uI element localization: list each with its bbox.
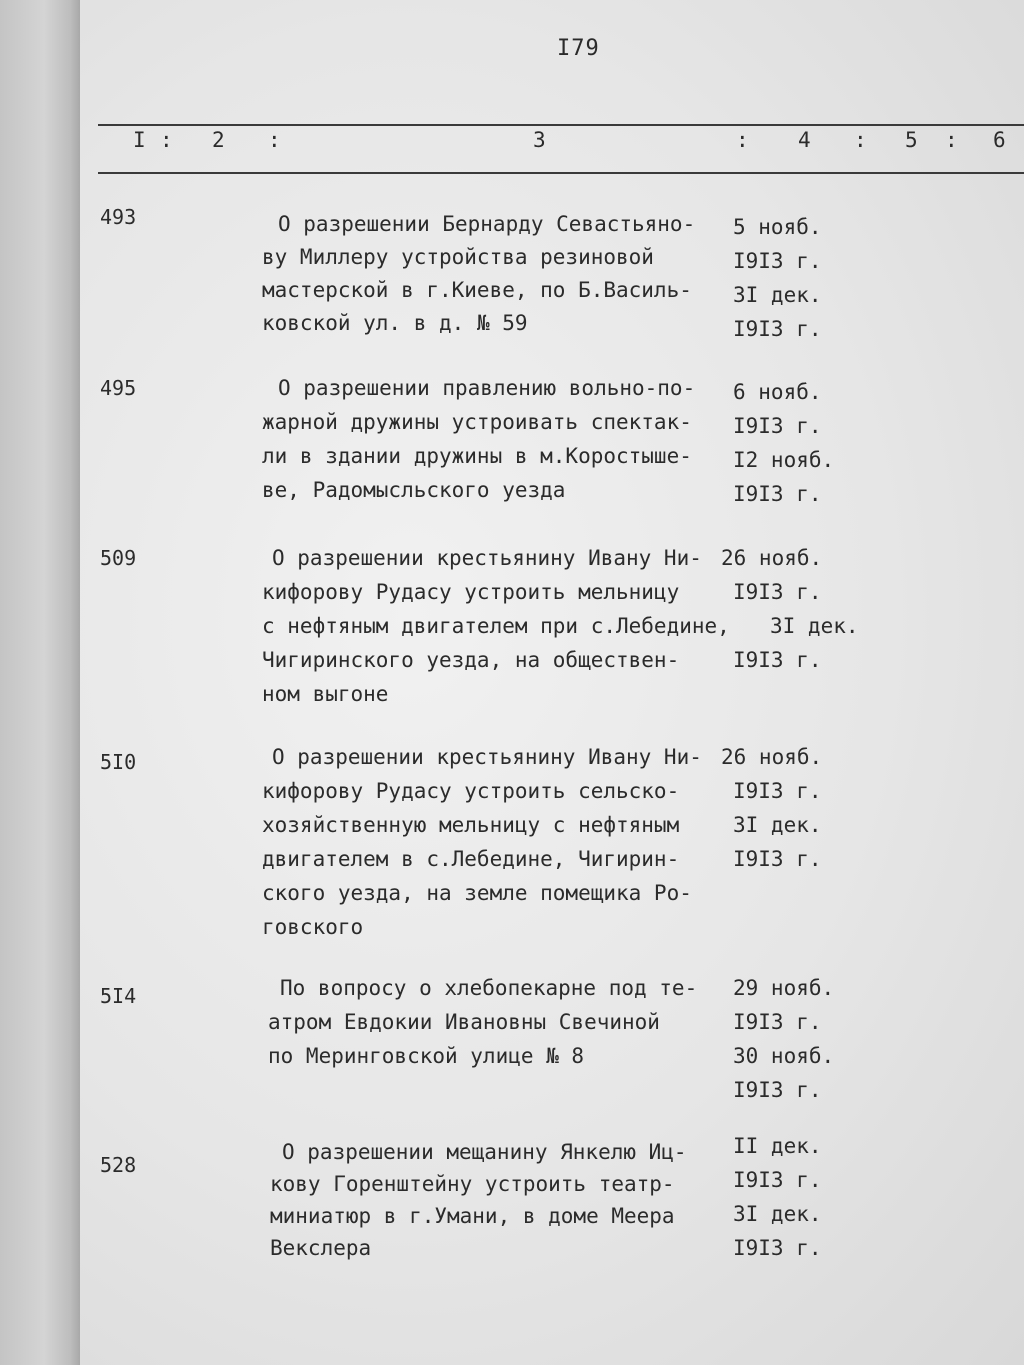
date-line: I9I3 г.: [733, 847, 822, 871]
title-line: ном выгоне: [262, 682, 389, 706]
date-line: 3I дек.: [733, 1202, 822, 1226]
date-line: I9I3 г.: [733, 1168, 822, 1192]
title-line: ского уезда, на земле помещика Ро-: [262, 881, 692, 905]
entry-number: 5I4: [100, 984, 137, 1008]
title-line: О разрешении крестьянину Ивану Ни-: [272, 745, 702, 769]
header-col-2: 2: [212, 128, 225, 152]
date-line: I9I3 г.: [733, 249, 822, 273]
header-col-6: 6: [993, 128, 1006, 152]
date-line: 29 нояб.: [733, 976, 835, 1000]
header-separator: :: [268, 128, 281, 152]
date-line: I9I3 г.: [733, 482, 822, 506]
entry-number: 495: [100, 376, 137, 400]
title-line: с нефтяным двигателем при с.Лебедине,: [262, 614, 730, 638]
header-col-4: 4: [798, 128, 811, 152]
date-line: 26 нояб.: [721, 745, 823, 769]
title-line: миниатюр в г.Умани, в доме Меера: [270, 1204, 675, 1228]
title-line: О разрешении мещанину Янкелю Иц-: [282, 1140, 687, 1164]
title-line: О разрешении Бернарду Севастьяно-: [278, 212, 696, 236]
header-col-1: I: [133, 128, 146, 152]
date-line: I9I3 г.: [733, 1078, 822, 1102]
date-line: I9I3 г.: [733, 1236, 822, 1260]
entry-number: 5I0: [100, 750, 137, 774]
header-separator: :: [160, 128, 173, 152]
header-separator: :: [736, 128, 749, 152]
title-line: атром Евдокии Ивановны Свечиной: [268, 1010, 660, 1034]
title-line: ву Миллеру устройства резиновой: [262, 245, 654, 269]
date-line: 26 нояб.: [721, 546, 823, 570]
title-line: ковской ул. в д. № 59: [262, 311, 528, 335]
date-line: I9I3 г.: [733, 648, 822, 672]
date-line: 3I дек.: [770, 614, 859, 638]
title-line: кифорову Рудасу устроить мельницу: [262, 580, 680, 604]
title-line: кифорову Рудасу устроить сельско-: [262, 779, 680, 803]
title-line: О разрешении правлению вольно-по-: [278, 376, 696, 400]
entry-number: 528: [100, 1153, 137, 1177]
page-number: I79: [557, 36, 600, 61]
date-line: 3I дек.: [733, 813, 822, 837]
book-binding: [0, 0, 80, 1365]
title-line: говского: [262, 915, 364, 939]
header-bottom-rule: [98, 172, 1024, 174]
header-separator: :: [854, 128, 867, 152]
date-line: I2 нояб.: [733, 448, 835, 472]
title-line: хозяйственную мельницу с нефтяным: [262, 813, 680, 837]
date-line: I9I3 г.: [733, 414, 822, 438]
header-col-5: 5: [905, 128, 918, 152]
date-line: I9I3 г.: [733, 1010, 822, 1034]
title-line: О разрешении крестьянину Ивану Ни-: [272, 546, 702, 570]
title-line: двигателем в с.Лебедине, Чигирин-: [262, 847, 680, 871]
date-line: I9I3 г.: [733, 779, 822, 803]
title-line: кову Горенштейну устроить театр-: [270, 1172, 675, 1196]
date-line: I9I3 г.: [733, 317, 822, 341]
title-line: жарной дружины устроивать спектак-: [262, 410, 692, 434]
title-line: ли в здании дружины в м.Коростыше-: [262, 444, 692, 468]
title-line: ве, Радомысльского уезда: [262, 478, 566, 502]
header-col-3: 3: [533, 128, 546, 152]
date-line: 6 нояб.: [733, 380, 822, 404]
date-line: 3I дек.: [733, 283, 822, 307]
title-line: Чигиринского уезда, на обществен-: [262, 648, 680, 672]
header-top-rule: [98, 124, 1024, 126]
date-line: II дек.: [733, 1134, 822, 1158]
title-line: Векслера: [270, 1236, 372, 1260]
entry-number: 493: [100, 205, 137, 229]
date-line: I9I3 г.: [733, 580, 822, 604]
title-line: По вопросу о хлебопекарне под те-: [280, 976, 698, 1000]
title-line: по Меринговской улице № 8: [268, 1044, 585, 1068]
entry-number: 509: [100, 546, 137, 570]
header-separator: :: [945, 128, 958, 152]
date-line: 5 нояб.: [733, 215, 822, 239]
date-line: 30 нояб.: [733, 1044, 835, 1068]
title-line: мастерской в г.Киеве, по Б.Василь-: [262, 278, 692, 302]
